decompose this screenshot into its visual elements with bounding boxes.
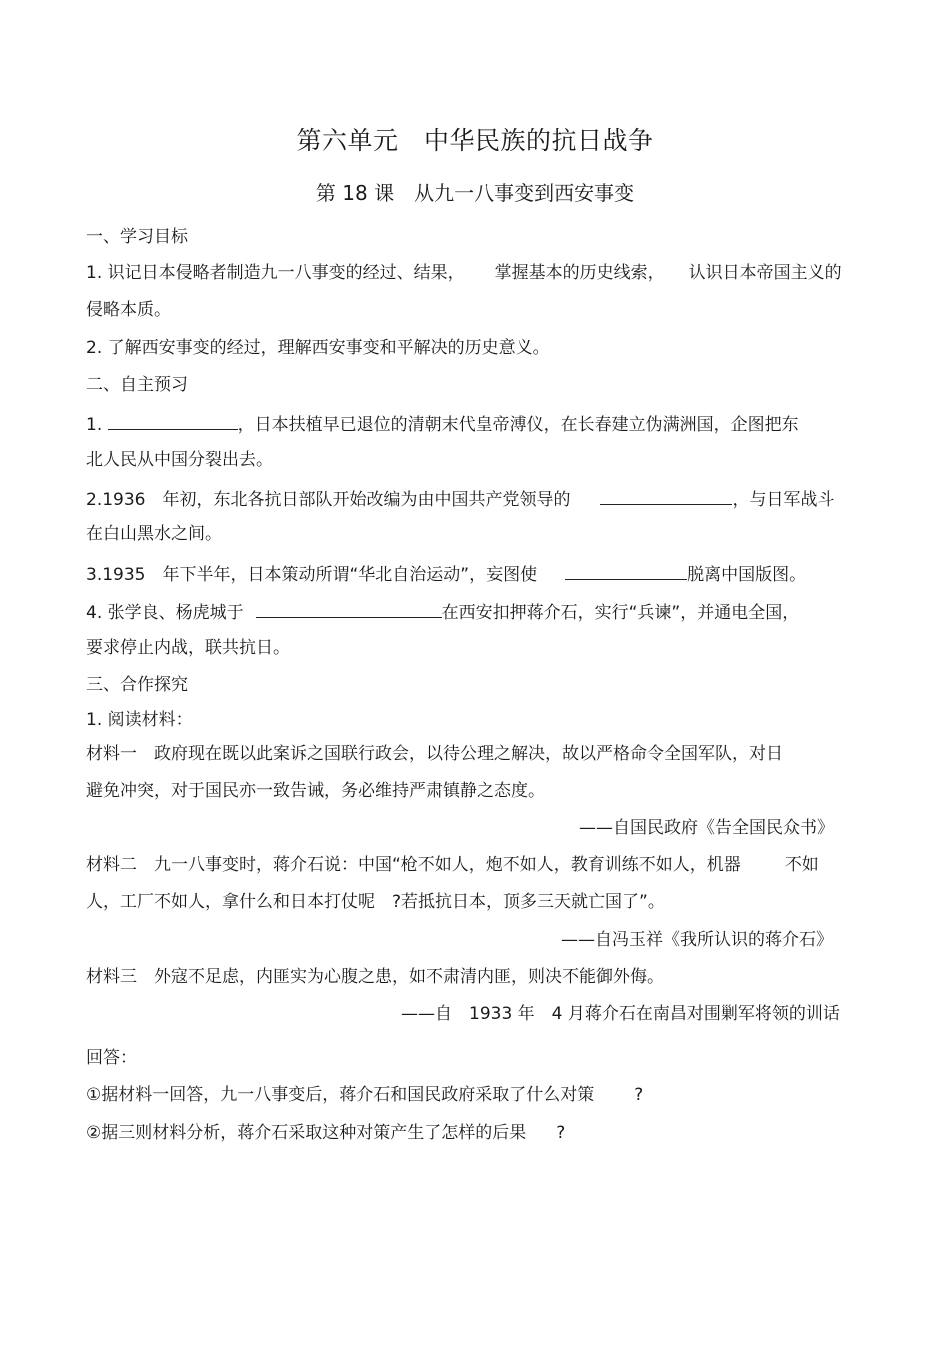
preview-question-4-cont: 要求停止内战，联共抗日。 (86, 638, 290, 658)
answer-label: 回答： (86, 1048, 137, 1068)
preview-question-1-cont: 北人民从中国分裂出去。 (86, 450, 273, 470)
q1-suffix: ，日本扶植早已退位的清朝末代皇帝溥仪，在长春建立伪满洲国，企图把东 (237, 415, 799, 435)
material-3-source: ——自 1933 年 4 月蒋介石在南昌对围剿军将领的训话 (401, 1004, 840, 1024)
preview-question-4 (86, 600, 799, 624)
material-1-line-1: 材料一 政府现在既以此案诉之国联行政会，以待公理之解决，故以严格命令全国军队，对日 (86, 744, 783, 764)
q1-blank[interactable] (108, 412, 238, 430)
section-heading-explore: 三、合作探究 (86, 675, 188, 695)
material-2-line-1a: 材料二 九一八事变时，蒋介石说：中国“枪不如人，炮不如人，教育训练不如人，机器 (86, 855, 741, 875)
material-2-line-1 (86, 854, 819, 876)
q4-prefix: 4. 张学良、杨虎城于 (86, 603, 244, 623)
q3-prefix: 3.1935 年下半年，日本策动所谓“华北自治运动”，妄图使 (86, 565, 538, 585)
question-a-mark: ? (634, 1085, 644, 1105)
q3-suffix: 脱离中国版图。 (687, 565, 807, 585)
q3-blank[interactable] (565, 562, 687, 580)
unit-title: 第六单元 中华民族的抗日战争 (296, 126, 654, 155)
material-1-line-2: 避免冲突，对于国民亦一致告诫，务必维持严肃镇静之态度。 (86, 781, 545, 801)
objective-1-part3: 认识日本帝国主义的 (688, 263, 842, 283)
preview-question-2 (86, 487, 834, 511)
objective-item-2: 2. 了解西安事变的经过，理解西安事变和平解决的历史意义。 (86, 338, 550, 358)
material-1-source: ——自国民政府《告全国民众书》 (579, 818, 834, 838)
question-b-mark: ? (556, 1123, 566, 1143)
q1-prefix: 1. (86, 415, 103, 435)
preview-question-3 (86, 562, 806, 586)
question-a-text: ①据材料一回答，九一八事变后，蒋介石和国民政府采取了什么对策 (86, 1085, 595, 1105)
question-a (86, 1084, 643, 1106)
objective-item-1-cont: 侵略本质。 (86, 300, 171, 320)
question-b (86, 1122, 565, 1144)
q4-blank[interactable] (256, 600, 442, 618)
q2-blank[interactable] (600, 487, 732, 505)
material-2-source: ——自冯玉祥《我所认识的蒋介石》 (561, 930, 833, 950)
q2-suffix: ，与日军战斗 (732, 490, 835, 510)
material-2-line-1b: 不如 (784, 855, 819, 875)
objective-item-1 (86, 262, 842, 284)
section-heading-objectives: 一、学习目标 (86, 227, 188, 247)
q2-prefix: 2.1936 年初，东北各抗日部队开始改编为由中国共产党领导的 (86, 490, 571, 510)
question-b-text: ②据三则材料分析，蒋介石采取这种对策产生了怎样的后果 (86, 1123, 527, 1143)
reading-intro: 1. 阅读材料： (86, 710, 193, 730)
preview-question-2-cont: 在白山黑水之间。 (86, 524, 222, 544)
q4-suffix: 在西安扣押蒋介石，实行“兵谏”，并通电全国， (441, 603, 800, 623)
section-heading-preview: 二、自主预习 (86, 375, 188, 395)
preview-question-1 (86, 412, 799, 436)
lesson-title: 第 18 课 从九一八事变到西安事变 (315, 181, 635, 205)
material-3-line-1: 材料三 外寇不足虑，内匪实为心腹之患，如不肃清内匪，则决不能御外侮。 (86, 967, 664, 987)
objective-1-part1: 1. 识记日本侵略者制造九一八事变的经过、结果， (86, 263, 465, 283)
material-2-line-2: 人，工厂不如人，拿什么和日本打仗呢 ?若抵抗日本，顶多三天就亡国了”。 (86, 892, 665, 912)
objective-1-part2: 掌握基本的历史线索， (494, 263, 665, 283)
